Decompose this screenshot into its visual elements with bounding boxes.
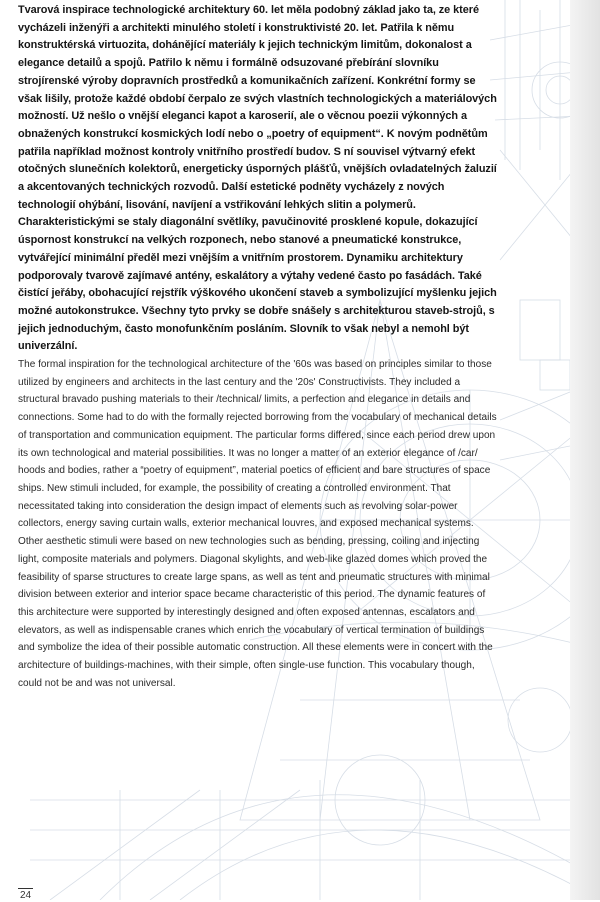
english-paragraph: The formal inspiration for the technological architecture of the '60s was based on principles similar to those utilized by engineers and architects in the last century and the '20s' Constructivists. They included a structural bravado pushing materials to their /technical/ limits, a perfection and elegance in details and connections. Some had to do with the formally rejected borrowing from the vocabulary of mechanical details of transportation and communication equipment. The particular forms differed, since each period drew upon its own technological and material possibilities. It was no longer a matter of an exterior elegance of /car/ hoods and bodies, rather a “poetry of equipment”, material poetics of efficient and bare structures of space ships. New stimuli included, for example, the possibility of creating a controlled environment. That necessitated taking into consideration the design impact of elements such as revolving solar-power collectors, energy saving curtain walls, exterior mechanical louvres, and exposed mechanical systems. Other aesthetic stimuli were based on new technologies such as bending, pressing, coiling and injecting light, composite materials and polymers. Diagonal skylights, and web-like glazed domes which proved the feasibility of sparse structures to create large spans, as well as tent and pneumatic structures with minimal division between exterior and interior space became characteristic of this period. The dynamic features of this architecture were supported by interestingly designed and often exposed antennas, escalators and elevators, as well as indispensable cranes which enrich the vocabulary of vertical termination of buildings and symbolize the idea of their possible automatic construction. All these elements were in concert with the architecture of buildings-machines, with their simple, often single-use function. This vocabulary though, could not be and was not universal. [18,359,497,689]
article-body [18,2,500,692]
czech-paragraph: Tvarová inspirace technologické architektury 60. let měla podobný základ jako ta, ze které vycházeli inženýři a architekti minulého století i konstruktivisté 20. let. Patřila k němu konstruktérská virtuozita, dohánějící materiály k jejich technickým limitům, dokonalost a elegance detailů a spojů. Patřilo k němu i formálně odsuzované přebírání slovníku strojírenské výroby dopravních prostředků a komunikačních zařízení. Konkrétní formy se však lišily, protože každé období čerpalo ze svých vlastních technologických a materiálových možností. Už nešlo o vnější eleganci kapot a karoserií, ale o věcnou poezii výkonných a obnažených konstrukcí kosmických lodí nebo o „poetry of equipment“. K novým podnětům patřila například možnost kontroly vnitřního prostředí budov. S ní souvisel výtvarný efekt otočných slunečních kolektorů, energeticky úsporných plášťů, vnějších ovladatelných žaluzií a akcentovaných technických rozvodů. Další estetické podněty vycházely z nových technologií ohýbání, lisování, navíjení a vstřikování lehkých slitin a polymerů. Charakteristickými se staly diagonální světlíky, pavučinovité prosklené kopule, dokazující úspornost konstrukcí na velkých rozponech, nebo stanové a pneumatické konstrukce, vytvářející minimální předěl mezi vnějším a vnitřním prostorem. Dynamiku architektury podporovaly tvarově zajímavé antény, eskalátory a výtahy vedené často po fasádách. Také čistící jeřáby, obohacující rejstřík výškového ukončení staveb a symbolizující myšlenku jejich možné autokonstrukce. Všechny tyto prvky se dobře snášely s architekturou staveb-strojů, s jejich jednoduchým, často monofunkčním posláním. Slovník to však nebyl a nemohl být univerzální. [18,4,497,353]
page-number: 24 [20,890,32,901]
page-edge-shadow [570,0,600,900]
